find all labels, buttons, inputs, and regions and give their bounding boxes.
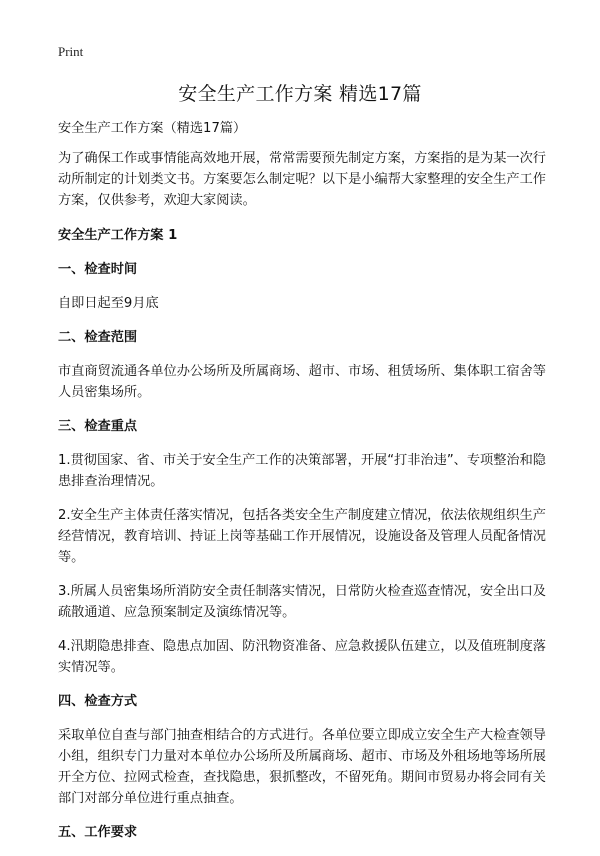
print-label: Print xyxy=(58,44,84,59)
section-paragraph: 2.安全生产主体责任落实情况，包括各类安全生产制度建立情况，依法依规组织生产经营情况，教育培训、持证上岗等基础工作开展情况，设施设备及管理人员配备情况等。 xyxy=(58,508,546,565)
section-paragraph: 3.所属人员密集场所消防安全责任制落实情况，日常防火检查巡查情况，安全出口及疏散通道、应急预案制定及演练情况等。 xyxy=(58,584,546,620)
document-body xyxy=(58,118,546,856)
section-paragraph: 1.贯彻国家、省、市关于安全生产工作的决策部署，开展“打非治违”、专项整治和隐患排查治理情况。 xyxy=(58,453,546,489)
section-paragraph: 采取单位自查与部门抽查相结合的方式进行。各单位要立即成立安全生产大检查领导小组，组织专门力量对本单位办公场所及所属商场、超市、市场及外租场地等场所展开全方位、拉网式检查，查找隐患，狠抓整改，不留死角。期间市贸易办将会同有关部门对部分单位进行重点抽查。 xyxy=(58,728,546,806)
section-paragraph: 自即日起至9月底 xyxy=(58,296,159,311)
section-paragraph: 4.汛期隐患排查、隐患点加固、防汛物资准备、应急救援队伍建立，以及值班制度落实情况等。 xyxy=(58,639,546,675)
document-title: 安全生产工作方案 精选17篇 xyxy=(178,83,422,105)
section-heading-time: 一、检查时间 xyxy=(58,262,138,277)
section-heading-focus: 三、检查重点 xyxy=(58,419,138,434)
intro-paragraph: 为了确保工作或事情能高效地开展，常常需要预先制定方案，方案指的是为某一次行动所制定的计划类文书。方案要怎么制定呢？以下是小编帮大家整理的安全生产工作方案，仅供参考，欢迎大家阅读。 xyxy=(58,151,546,208)
section-heading-requirements: 五、工作要求 xyxy=(58,825,138,840)
section-title: 安全生产工作方案 1 xyxy=(58,228,178,243)
section-heading-scope: 二、检查范围 xyxy=(58,330,138,345)
section-heading-method: 四、检查方式 xyxy=(58,694,138,709)
section-paragraph: 市直商贸流通各单位办公场所及所属商场、超市、市场、租赁场所、集体职工宿舍等人员密集场所。 xyxy=(58,364,546,400)
document-subtitle: 安全生产工作方案（精选17篇） xyxy=(58,121,247,136)
